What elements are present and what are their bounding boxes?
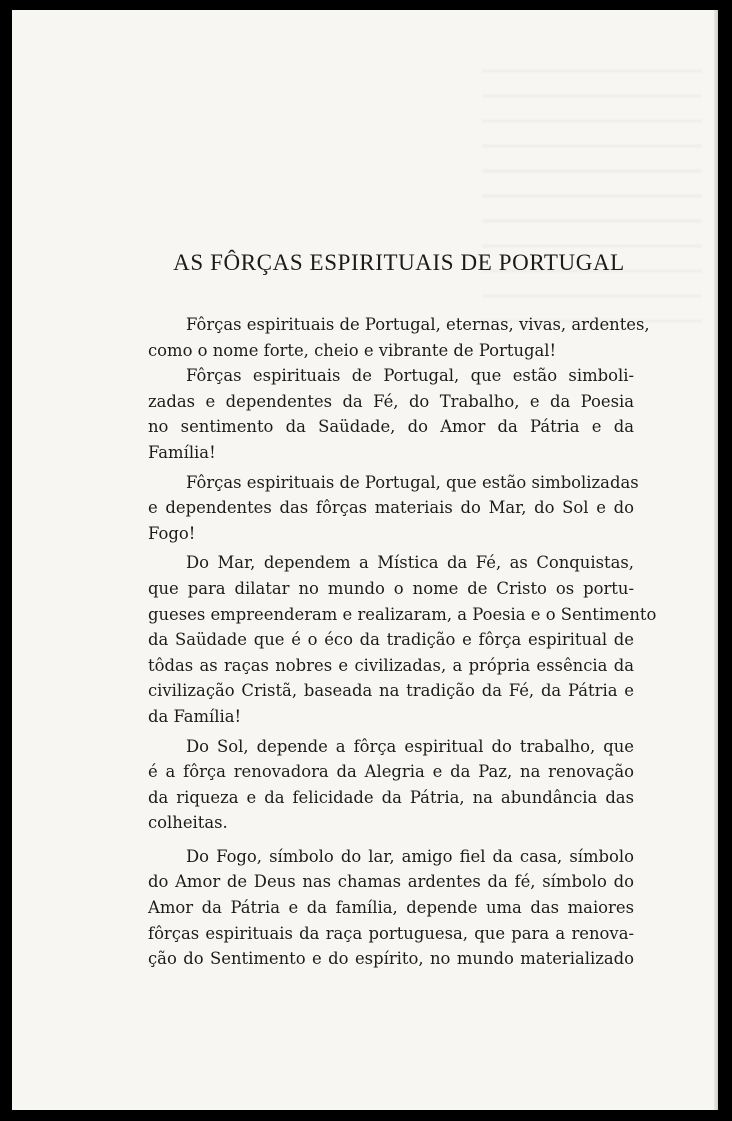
text-line: como o nome forte, cheio e vibrante de Portugal! bbox=[148, 340, 557, 360]
paragraph bbox=[148, 844, 634, 972]
body-text bbox=[148, 312, 657, 972]
chapter-title: AS FÔRÇAS ESPIRITUAIS DE PORTUGAL bbox=[173, 250, 625, 275]
text-line: é a fôrça renovadora da Alegria e da Paz, na renovação bbox=[148, 762, 634, 782]
text-line: do Amor de Deus nas chamas ardentes da fé, símbolo do bbox=[148, 872, 634, 892]
text-line: da riqueza e da felicidade da Pátria, na abundância das bbox=[148, 787, 634, 807]
text-line: civilização Cristã, baseada na tradição da Fé, da Pátria e bbox=[148, 681, 634, 701]
text-line: Fôrças espirituais de Portugal, que estão simboli- bbox=[186, 366, 634, 386]
book-page bbox=[12, 10, 718, 1110]
show-through-texture bbox=[482, 70, 702, 340]
paragraph bbox=[148, 550, 657, 729]
paragraph bbox=[148, 363, 634, 465]
paragraph bbox=[148, 312, 650, 363]
text-line: colheitas. bbox=[148, 813, 228, 833]
text-line: Fogo! bbox=[148, 523, 196, 543]
text-line: Fôrças espirituais de Portugal, que estão simbolizadas bbox=[186, 472, 639, 492]
text-line: no sentimento da Saüdade, do Amor da Pátria e da bbox=[148, 417, 634, 437]
text-line: gueses empreenderam e realizaram, a Poesia e o Sentimento bbox=[148, 604, 657, 624]
text-line: zadas e dependentes da Fé, do Trabalho, e da Poesia bbox=[148, 391, 634, 411]
text-line: que para dilatar no mundo o nome de Cristo os portu- bbox=[148, 578, 634, 598]
text-line: Do Fogo, símbolo do lar, amigo fiel da casa, símbolo bbox=[186, 846, 634, 866]
text-line: tôdas as raças nobres e civilizadas, a própria essência da bbox=[148, 655, 634, 675]
text-line: ção do Sentimento e do espírito, no mundo materializado bbox=[148, 949, 634, 969]
text-line: Do Sol, depende a fôrça espiritual do trabalho, que bbox=[186, 736, 634, 756]
page-edge bbox=[714, 10, 718, 1110]
text-line: Fôrças espirituais de Portugal, eternas, vivas, ardentes, bbox=[186, 315, 650, 334]
text-line: fôrças espirituais da raça portuguesa, que para a renova- bbox=[148, 923, 634, 943]
text-line: Família! bbox=[148, 442, 216, 462]
paragraph bbox=[148, 734, 634, 836]
text-line: Amor da Pátria e da família, depende uma das maiores bbox=[148, 898, 634, 918]
text-line: da Saüdade que é o éco da tradição e fôrça espiritual de bbox=[148, 630, 634, 650]
paragraph bbox=[148, 470, 639, 547]
text-line: da Família! bbox=[148, 706, 242, 726]
text-line: e dependentes das fôrças materiais do Mar, do Sol e do bbox=[148, 498, 634, 518]
text-line: Do Mar, dependem a Mística da Fé, as Conquistas, bbox=[186, 553, 634, 573]
